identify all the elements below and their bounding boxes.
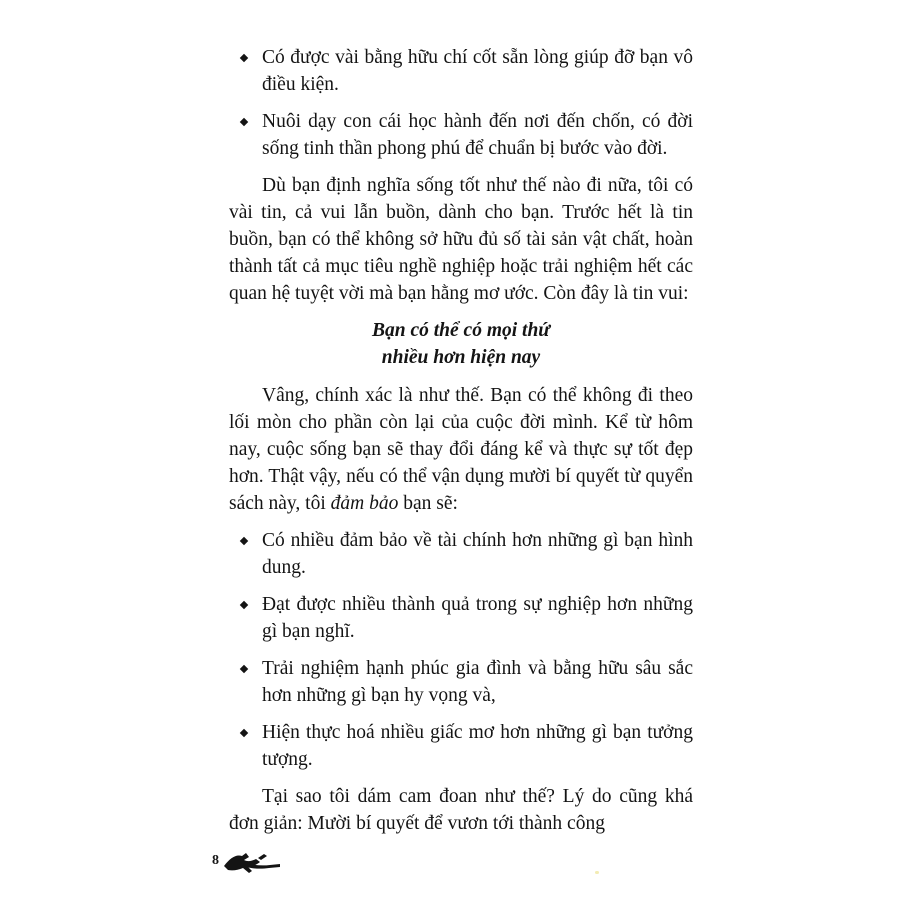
- list-item: [229, 527, 693, 581]
- list-item-text: Trải nghiệm hạnh phúc gia đình và bằng hữu sâu sắc hơn những gì bạn hy vọng và,: [262, 658, 693, 706]
- diamond-bullet-icon: [240, 54, 248, 62]
- diamond-bullet-icon: [240, 729, 248, 737]
- emphasis-text: đảm bảo: [330, 493, 399, 514]
- list-item: [229, 44, 693, 98]
- diamond-bullet-icon: [240, 601, 248, 609]
- diamond-bullet-icon: [240, 665, 248, 673]
- list-item-text: Có nhiều đảm bảo về tài chính hơn những gì bạn hình dung.: [262, 530, 693, 578]
- bullet-list-bottom: [229, 527, 693, 773]
- page-number: 8: [212, 853, 219, 868]
- heading-line-1: Bạn có thể có mọi thứ: [372, 320, 550, 341]
- list-item: [229, 655, 693, 709]
- list-item: [229, 108, 693, 162]
- list-item: [229, 719, 693, 773]
- list-item: [229, 591, 693, 645]
- bullet-list-top: [229, 44, 693, 162]
- running-figure-ornament-icon: [222, 850, 284, 876]
- paragraph-text: Vâng, chính xác là như thế. Bạn có thể không đi theo lối mòn cho phần còn lại của cuộc đời mình. Kể từ hôm nay, cuộc sống bạn sẽ thay đổi đáng kể và thực sự tốt đẹp hơn. Thật vậy, nếu có thể vận dụng mười bí quyết từ quyển sách này, tôi: [229, 385, 693, 514]
- section-heading: [229, 317, 693, 371]
- paragraph-news: Dù bạn định nghĩa sống tốt như thế nào đi nữa, tôi có vài tin, cả vui lẫn buồn, dành cho bạn. Trước hết là tin buồn, bạn có thể không sở hữu đủ số tài sản vật chất, hoàn thành tất cả mục tiêu nghề nghiệp hoặc trải nghiệm hết các quan hệ tuyệt vời mà bạn hằng mơ ước. Còn đây là tin vui:: [229, 175, 693, 304]
- paragraph-promise: [229, 382, 693, 517]
- list-item-text: Đạt được nhiều thành quả trong sự nghiệp hơn những gì bạn nghĩ.: [262, 594, 693, 642]
- list-item-text: Hiện thực hoá nhiều giấc mơ hơn những gì bạn tưởng tượng.: [262, 722, 693, 770]
- list-item-text: Có được vài bằng hữu chí cốt sẵn lòng giúp đỡ bạn vô điều kiện.: [262, 47, 693, 95]
- text-column: [229, 44, 693, 847]
- heading-line-2: nhiều hơn hiện nay: [381, 347, 541, 368]
- page-footer: [212, 850, 292, 876]
- paragraph-reason: Tại sao tôi dám cam đoan như thế? Lý do cũng khá đơn giản: Mười bí quyết để vươn tới thành công: [229, 786, 693, 834]
- diamond-bullet-icon: [240, 537, 248, 545]
- list-item-text: Nuôi dạy con cái học hành đến nơi đến chốn, có đời sống tinh thần phong phú để chuẩn bị bước vào đời.: [262, 111, 693, 159]
- diamond-bullet-icon: [240, 118, 248, 126]
- paragraph-text-end: bạn sẽ:: [398, 493, 458, 514]
- paper-speck: [595, 871, 599, 874]
